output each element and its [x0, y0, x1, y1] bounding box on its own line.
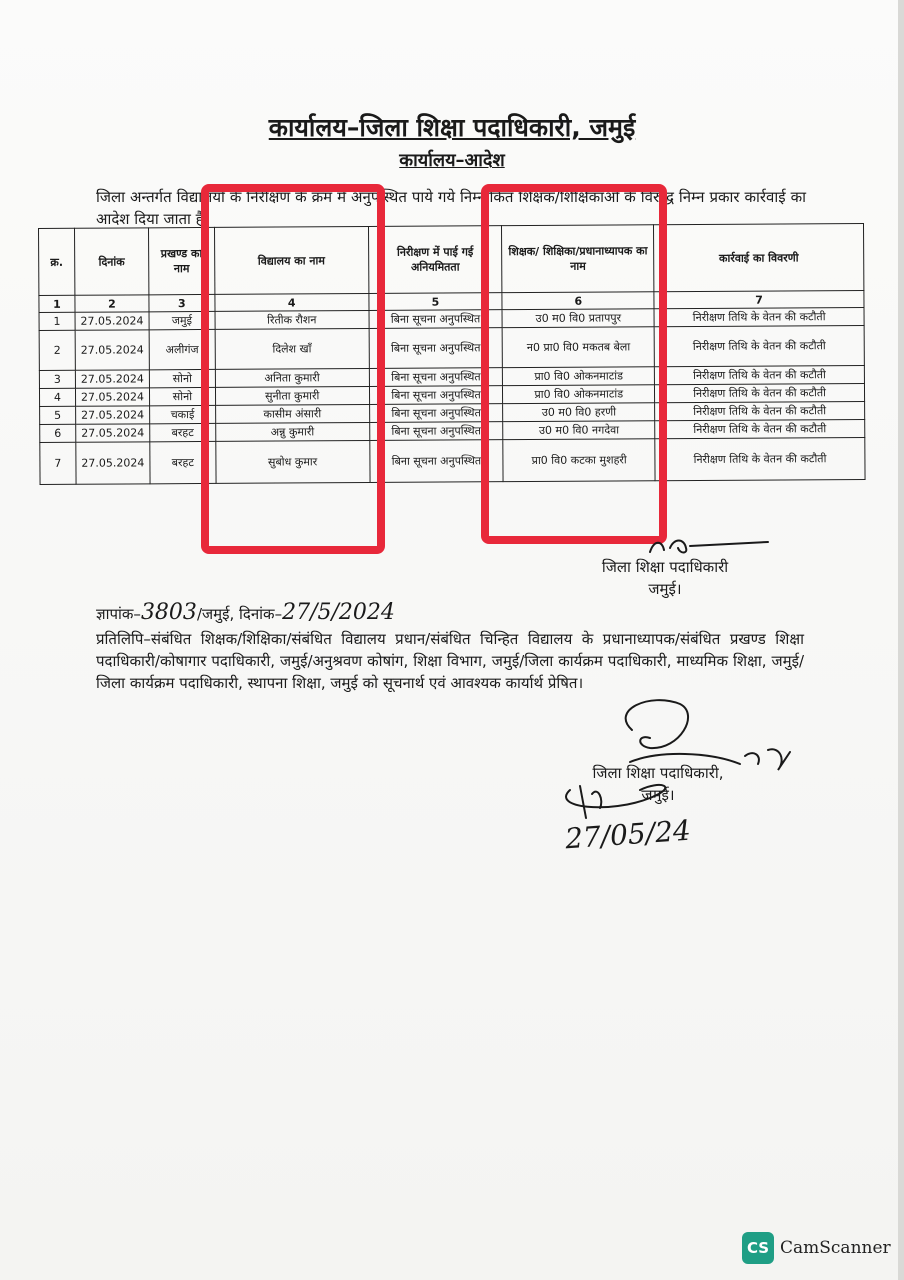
cell-block: सोनो	[149, 387, 215, 405]
col-header-date: दिनांक	[74, 228, 148, 295]
intro-paragraph: जिला अन्तर्गत विद्यालयों के निरीक्षण के क्रम में अनुपस्थित पाये गये निम्नांकित शिक्षक/शिक्षिकाओं के विरुद्ध निम्न प्रकार कार्रवाई का आदेश दिया जाता है।	[96, 188, 806, 228]
cell-action: निरीक्षण तिथि के वेतन की कटौती	[654, 325, 864, 366]
cell-date: 27.05.2024	[75, 330, 149, 370]
memo-place: /जमुई, दिनांक–	[196, 605, 283, 623]
cell-name: अन्नु कुमारी	[216, 422, 370, 441]
cell-serial: 1	[39, 312, 75, 330]
cell-action: निरीक्षण तिथि के वेतन की कटौती	[655, 419, 865, 438]
col-number: 4	[215, 293, 369, 311]
page-edge	[898, 0, 904, 1280]
cell-serial: 5	[40, 406, 76, 424]
camscanner-logo: CS	[742, 1232, 774, 1264]
table-row	[40, 437, 865, 484]
cell-irregularity: बिना सूचना अनुपस्थित	[369, 404, 503, 423]
cell-date: 27.05.2024	[76, 406, 150, 424]
cell-action: निरीक्षण तिथि के वेतन की कटौती	[655, 365, 865, 384]
table-row	[39, 325, 864, 370]
handwritten-date: 27/05/24	[564, 813, 692, 856]
cell-date: 27.05.2024	[76, 424, 150, 442]
memo-label: ज्ञापांक–	[96, 605, 141, 623]
signatory-place: जमुई।	[648, 580, 682, 598]
col-header-serial: क्र.	[39, 228, 75, 295]
cell-date: 27.05.2024	[75, 312, 149, 330]
cell-block: अलीगंज	[149, 329, 215, 369]
col-number: 6	[502, 292, 654, 310]
camscanner-text: CamScanner	[780, 1238, 891, 1258]
cell-date: 27.05.2024	[75, 388, 149, 406]
signature-block-1	[560, 556, 770, 600]
cell-irregularity: बिना सूचना अनुपस्थित	[369, 310, 503, 329]
cell-action: निरीक्षण तिथि के वेतन की कटौती	[655, 401, 865, 420]
col-number: 2	[75, 295, 149, 312]
cell-block: चकाई	[150, 405, 216, 423]
table-header-row	[39, 223, 864, 295]
cell-serial: 4	[39, 388, 75, 406]
cell-irregularity: बिना सूचना अनुपस्थित	[369, 368, 503, 387]
cell-block: बरहट	[150, 441, 216, 483]
col-header-block: प्रखण्ड का नाम	[148, 227, 214, 294]
cell-school: प्रा0 वि0 ओकनमाटांड	[503, 385, 655, 404]
cell-school: उ0 म0 वि0 हरणी	[503, 403, 655, 422]
memo-number: 3803	[140, 600, 197, 625]
col-header-irregularity: निरीक्षण में पाई गई अनियमितता	[368, 226, 502, 294]
signature-mark-2	[540, 690, 810, 830]
cell-irregularity: बिना सूचना अनुपस्थित	[369, 328, 503, 369]
cell-name: दिलेश खाँ	[215, 328, 369, 369]
order-heading: कार्यालय–आदेश	[399, 150, 505, 171]
cell-irregularity: बिना सूचना अनुपस्थित	[369, 440, 503, 483]
col-number: 5	[368, 293, 502, 311]
cell-serial: 2	[39, 330, 75, 370]
office-heading: कार्यालय–जिला शिक्षा पदाधिकारी, जमुई	[268, 113, 636, 142]
memo-line	[96, 600, 395, 625]
cell-name: कासीम अंसारी	[215, 404, 369, 423]
camscanner-watermark	[742, 1232, 891, 1264]
signatory-place: जमुई।	[641, 786, 675, 804]
col-number: 3	[149, 294, 215, 311]
cell-school: उ0 म0 वि0 नगदेवा	[503, 421, 655, 440]
cell-action: निरीक्षण तिथि के वेतन की कटौती	[655, 437, 865, 480]
signatory-title: जिला शिक्षा पदाधिकारी	[601, 558, 729, 576]
col-header-action: कार्रवाई का विवरणी	[654, 223, 864, 291]
cell-block: जमुई	[149, 311, 215, 329]
col-header-name: विद्यालय का नाम	[214, 226, 368, 294]
signatory-title: जिला शिक्षा पदाधिकारी,	[592, 764, 724, 782]
cell-action: निरीक्षण तिथि के वेतन की कटौती	[654, 307, 864, 326]
cell-irregularity: बिना सूचना अनुपस्थित	[369, 386, 503, 405]
cell-date: 27.05.2024	[76, 442, 150, 484]
col-header-school: शिक्षक/ शिक्षिका/प्रधानाध्यापक का नाम	[502, 225, 654, 293]
cell-block: बरहट	[150, 423, 216, 441]
cell-name: सुबोध कुमार	[216, 440, 370, 483]
cell-serial: 7	[40, 442, 76, 484]
col-number: 7	[654, 290, 864, 308]
action-table	[38, 223, 866, 485]
cell-school: उ0 म0 वि0 प्रतापपुर	[502, 309, 654, 328]
cell-date: 27.05.2024	[75, 370, 149, 388]
highlight-box-names	[201, 184, 385, 554]
cell-school: प्रा0 वि0 कटका मुशहरी	[503, 439, 655, 482]
cell-name: सुनीता कुमारी	[215, 386, 369, 405]
col-number: 1	[39, 295, 75, 312]
cell-school: न0 प्रा0 वि0 मकतब बेला	[503, 327, 655, 368]
copy-paragraph: प्रतिलिपि–संबंधित शिक्षक/शिक्षिका/संबंधित विद्यालय प्रधान/संबंधित चिन्हित विद्यालय के प्रधानाध्यापक/संबंधित प्रखण्ड शिक्षा पदाधिकारी/कोषागार पदाधिकारी, जमुई/अनुश्रवण कोषांग, शिक्षा विभाग, जमुई/जिला कार्यक्रम पदाधिकारी, माध्यमिक शिक्षा, जमुई/जिला कार्यक्रम पदाधिकारी, स्थापना शिक्षा, जमुई को सूचनार्थ एवं आवश्यक कार्यार्थ प्रेषित।	[96, 630, 804, 692]
cell-school: प्रा0 वि0 ओकनमाटांड	[503, 367, 655, 386]
cell-action: निरीक्षण तिथि के वेतन की कटौती	[655, 383, 865, 402]
cell-serial: 3	[39, 370, 75, 388]
signature-block-2	[578, 762, 738, 806]
cell-name: अनिता कुमारी	[215, 368, 369, 387]
cell-name: रितीक रौशन	[215, 310, 369, 329]
memo-date: 27/5/2024	[282, 600, 395, 625]
highlight-box-schools	[481, 184, 667, 544]
cell-serial: 6	[40, 424, 76, 442]
cell-irregularity: बिना सूचना अनुपस्थित	[369, 422, 503, 441]
cell-block: सोनो	[149, 369, 215, 387]
